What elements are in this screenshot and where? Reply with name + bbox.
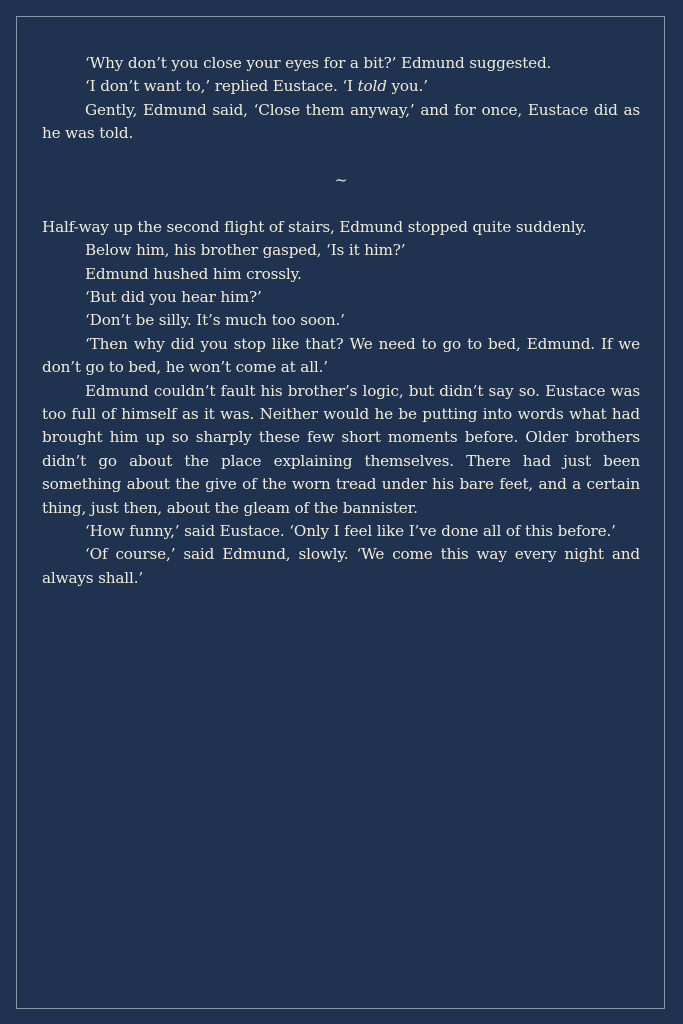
- paragraph: Half-way up the second flight of stairs, Edmund stopped quite suddenly.: [42, 217, 587, 236]
- paragraph: Below him, his brother gasped, ‘Is it him?’: [85, 241, 406, 260]
- paragraph: ‘Of course,’ said Edmund, slowly. ‘We come this way every night and always shall.’: [42, 545, 640, 587]
- section-separator: ~: [334, 171, 348, 190]
- paragraph: ‘How funny,’ said Eustace. ‘Only I feel like I’ve done all of this before.’: [85, 522, 616, 541]
- paragraph: ‘Don’t be silly. It’s much too soon.’: [85, 311, 345, 330]
- emphasis-text: told: [357, 77, 387, 96]
- paragraph: Edmund couldn’t fault his brother’s logic, but didn’t say so. Eustace was too full of himself as it was. Neither would he be putting into words what had brought him up so sharply these few short moments before. Older brothers didn’t go about the place explaining themselves. There had just been something about the give of the worn tread under his bare feet, and a certain thing, just then, about the gleam of the bannister.: [42, 381, 640, 517]
- paragraph: ‘But did you hear him?’: [85, 288, 262, 307]
- page-text: [42, 52, 640, 590]
- paragraph: Gently, Edmund said, ‘Close them anyway,’ and for once, Eustace did as he was told.: [42, 100, 640, 143]
- paragraph: Edmund hushed him crossly.: [85, 264, 302, 283]
- paragraph: ‘I don’t want to,’ replied Eustace. ‘I told you.’: [85, 77, 428, 96]
- paragraph: ‘Why don’t you close your eyes for a bit?’ Edmund suggested.: [85, 54, 552, 72]
- paragraph: ‘Then why did you stop like that? We need to go to bed, Edmund. If we don’t go to bed, he won’t come at all.’: [42, 334, 640, 377]
